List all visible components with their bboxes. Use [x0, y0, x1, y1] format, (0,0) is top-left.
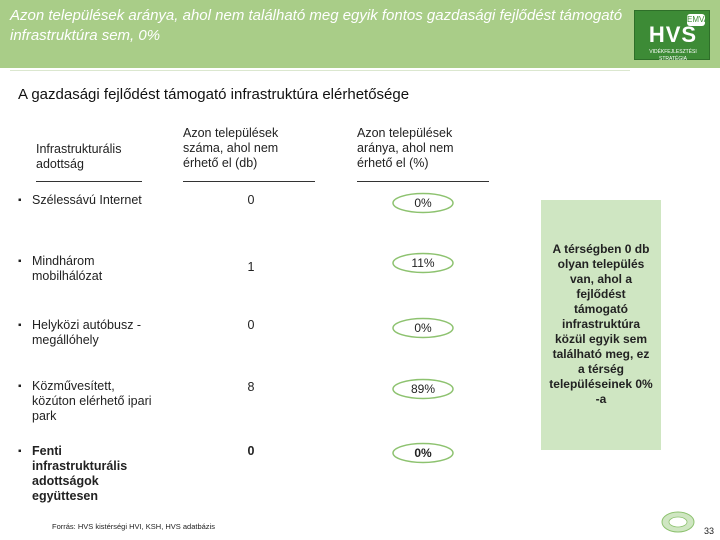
section-title: A gazdasági fejlődést támogató infrastruktúra elérhetősége: [18, 86, 410, 103]
table-row-label: ▪ Helyközi autóbusz -megállóhely: [18, 318, 142, 347]
table-row-pct-total: 0%: [391, 442, 455, 464]
hvs-logo: [634, 10, 710, 60]
header-divider: [10, 70, 630, 71]
footer-logo-icon: [660, 508, 696, 534]
emva-icon: EMVA: [687, 15, 710, 24]
logo-main-text: HVS: [648, 22, 698, 47]
table-row-label: ▪ Közművesített, közúton elérhető ipari park: [18, 379, 152, 423]
table-row-count: 1: [247, 260, 255, 274]
column-rule: [36, 181, 142, 182]
summary-box: [541, 200, 661, 450]
table-row-pct: 0%: [391, 192, 455, 214]
header-band: [0, 0, 720, 68]
source-note: Forrás: HVS kistérségi HVI, KSH, HVS adatbázis: [52, 522, 215, 531]
table-row-pct: 89%: [391, 378, 455, 400]
bullet-icon: ▪: [18, 195, 22, 206]
bullet-icon: ▪: [18, 381, 22, 392]
bullet-icon: ▪: [18, 320, 22, 331]
summary-text: A térségben 0 db olyan település van, ahol a fejlődést támogató infrastruktúra közül egyik sem található meg, ez a térség településeinek 0% -a: [549, 242, 653, 406]
table-row-label: ▪ Mindhárom mobilhálózat: [18, 254, 103, 283]
table-row-count: 0: [247, 193, 255, 207]
column-header-pct: Azon települések aránya, ahol nem érhető el (%): [357, 126, 454, 170]
page-title: Azon települések aránya, ahol nem található meg egyik fontos gazdasági fejlődést támogató infrastruktúra sem, 0%: [10, 7, 623, 44]
column-header-adottsag: Infrastrukturális adottság: [36, 142, 122, 171]
table-row-pct: 0%: [391, 317, 455, 339]
table-row-count: 0: [247, 318, 255, 332]
logo-sub-text: VIDÉKFEJLESZTÉSI STRATÉGIA: [649, 49, 697, 62]
table-row-count-total: 0: [247, 444, 255, 458]
table-row-count: 8: [247, 380, 255, 394]
table-row-label-total: ▪ Fenti infrastrukturális adottságok együttesen: [18, 444, 128, 503]
page-number: 33: [704, 526, 715, 536]
table-row-label: ▪ Szélessávú Internet: [18, 193, 142, 207]
bullet-icon: ▪: [18, 256, 22, 267]
bullet-icon: ▪: [18, 446, 22, 457]
column-rule: [183, 181, 315, 182]
column-rule: [357, 181, 489, 182]
table-row-pct: 11%: [391, 252, 455, 274]
column-header-db: Azon települések száma, ahol nem érhető el (db): [183, 126, 279, 170]
